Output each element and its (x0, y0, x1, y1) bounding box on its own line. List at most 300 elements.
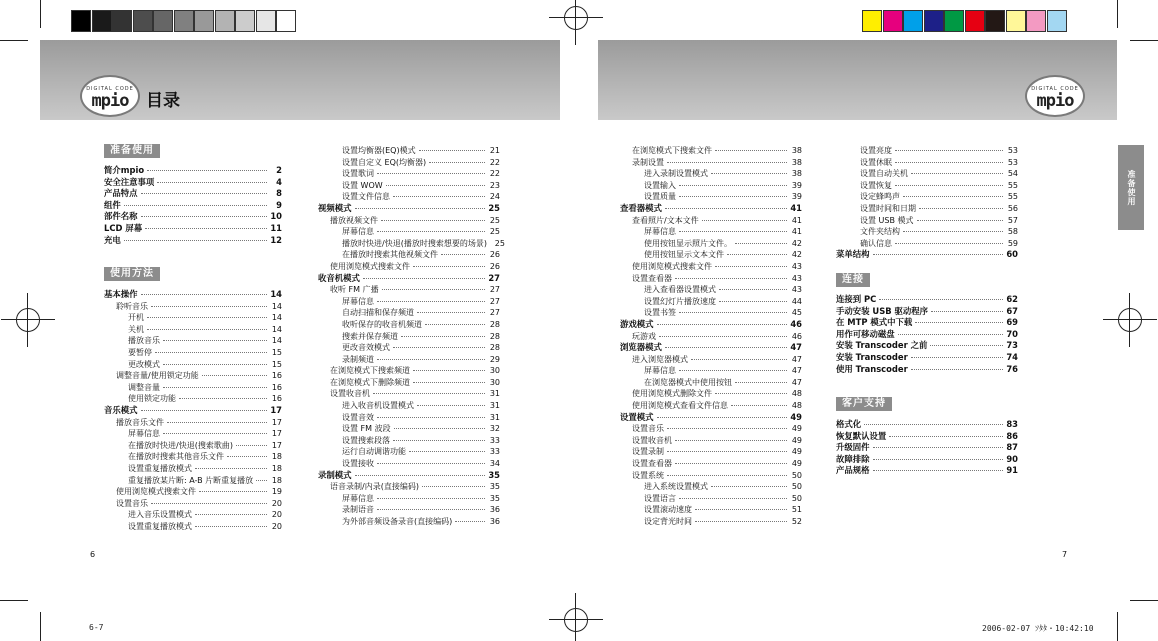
dot-leader (657, 417, 788, 418)
toc-entry[interactable] (104, 521, 282, 533)
footer-slug-left: 6-7 (89, 623, 104, 632)
toc-entry-title: 在 MTP 模式中下载 (836, 317, 913, 328)
color-swatch (944, 10, 964, 32)
toc-entry[interactable] (620, 342, 802, 354)
dot-leader (873, 459, 1004, 460)
toc-entry-title: 设定背光时间 (644, 517, 692, 526)
toc-entry[interactable] (318, 342, 500, 354)
toc-entry-page: 16 (271, 371, 282, 381)
toc-entry[interactable] (318, 215, 500, 227)
toc-entry[interactable] (318, 435, 500, 447)
toc-entry-title: 设置收音机 (330, 389, 370, 399)
toc-entry-page: 50 (791, 482, 802, 492)
toc-entry-title: 屏幕信息 (342, 296, 374, 306)
dot-leader (377, 463, 485, 464)
toc-entry-title: 视频模式 (318, 202, 352, 213)
toc-entry-title: 进入收音机设置模式 (342, 401, 414, 411)
toc-entry-title: 格式化 (836, 419, 862, 429)
toc-entry-title: 收听 FM 广播 (330, 285, 379, 295)
toc-entry[interactable] (318, 470, 500, 482)
toc-entry-page: 23 (489, 180, 500, 190)
toc-entry[interactable] (620, 307, 802, 319)
toc-entry[interactable] (104, 301, 282, 313)
toc-entry-title: 设置模式 (620, 411, 654, 422)
dot-leader (715, 266, 787, 267)
toc-entry[interactable] (620, 145, 802, 157)
toc-entry[interactable] (318, 307, 500, 319)
toc-entry-title: 聆听音乐 (116, 301, 148, 311)
dot-leader (679, 312, 787, 313)
toc-entry-page: 39 (791, 192, 802, 202)
toc-entry[interactable] (318, 145, 500, 157)
toc-entry[interactable] (318, 516, 500, 528)
toc-entry[interactable] (318, 354, 500, 366)
toc-entry-page: 54 (1007, 169, 1018, 179)
toc-entry[interactable] (836, 191, 1018, 203)
toc-entry-page: 31 (489, 401, 500, 411)
dot-leader (401, 336, 485, 337)
dot-leader (355, 475, 486, 476)
color-swatch (256, 10, 276, 32)
toc-entry[interactable] (620, 168, 802, 180)
toc-entry-title: 设置系统 (632, 470, 664, 480)
toc-entry-page: 51 (791, 505, 802, 515)
dot-leader (393, 440, 485, 441)
toc-entry[interactable] (620, 331, 802, 343)
color-swatch (903, 10, 923, 32)
toc-entry[interactable] (836, 419, 1018, 431)
toc-entry[interactable] (104, 359, 282, 371)
trim-mark (0, 600, 28, 601)
toc-entry[interactable] (836, 238, 1018, 250)
registration-mark-icon (1115, 305, 1145, 335)
toc-entry-page: 27 (489, 296, 500, 306)
toc-entry-title: 设置 USB 模式 (860, 215, 914, 225)
toc-entry[interactable] (620, 435, 802, 447)
toc-entry[interactable] (836, 364, 1018, 376)
toc-entry-page: 10 (270, 211, 282, 222)
toc-entry-page: 47 (791, 354, 802, 364)
toc-entry-title: 调整音量/使用锁定功能 (116, 371, 199, 381)
toc-entry-title: 播放音乐文件 (116, 417, 164, 427)
toc-entry-page: 15 (271, 347, 282, 357)
toc-entry[interactable] (318, 365, 500, 377)
toc-entry-title: 进入浏览器模式 (632, 354, 688, 364)
toc-entry-title: 设置休眠 (860, 157, 892, 167)
toc-entry-page: 87 (1006, 442, 1018, 453)
toc-entry[interactable] (104, 382, 282, 394)
toc-entry[interactable] (104, 486, 282, 498)
toc-entry[interactable] (104, 463, 282, 475)
toc-entry-page: 26 (489, 261, 500, 271)
toc-entry-page: 15 (271, 359, 282, 369)
dot-leader (355, 208, 486, 209)
toc-entry-title: 设定蜂鸣声 (860, 192, 900, 202)
toc-entry[interactable] (104, 188, 282, 200)
toc-entry-page: 46 (791, 331, 802, 341)
toc-entry[interactable] (620, 412, 802, 424)
toc-entry-title: LCD 屏幕 (104, 222, 143, 233)
toc-entry[interactable] (318, 284, 500, 296)
toc-entry[interactable] (836, 442, 1018, 454)
toc-entry-page: 20 (271, 510, 282, 520)
toc-entry-title: 使用浏览模式搜索文件 (632, 261, 712, 271)
toc-entry-page: 46 (790, 318, 802, 329)
dot-leader (657, 324, 788, 325)
toc-entry[interactable] (104, 475, 282, 487)
toc-entry[interactable] (620, 458, 802, 470)
toc-entry[interactable] (620, 365, 802, 377)
toc-entry-page: 14 (271, 301, 282, 311)
toc-entry[interactable] (620, 191, 802, 203)
dot-leader (377, 359, 485, 360)
toc-entry-page: 31 (489, 412, 500, 422)
toc-entry-title: 屏幕信息 (128, 429, 160, 439)
dot-leader (735, 382, 787, 383)
toc-entry-title: 使用按钮显示文本文件 (644, 250, 724, 260)
dot-leader (124, 240, 267, 241)
toc-entry-title: 使用 Transcoder (836, 363, 908, 374)
toc-entry-page: 21 (489, 146, 500, 155)
toc-entry-title: 屏幕信息 (644, 227, 676, 237)
dot-leader (679, 185, 787, 186)
dot-leader (711, 173, 787, 174)
page-number-left: 6 (90, 550, 96, 559)
toc-entry-page: 49 (790, 411, 802, 422)
toc-entry-page: 30 (489, 366, 500, 376)
toc-entry[interactable] (836, 203, 1018, 215)
toc-entry-title: 使用浏览模式查看文件信息 (632, 401, 728, 411)
toc-entry-title: 使用按钮显示照片文件。 (644, 238, 732, 248)
toc-entry[interactable] (620, 284, 802, 296)
toc-entry[interactable] (104, 289, 282, 301)
toc-entry-page: 31 (489, 389, 500, 399)
toc-entry[interactable] (620, 226, 802, 238)
toc-entry-title: 简介mpio (104, 165, 145, 175)
toc-entry-page: 59 (1007, 238, 1018, 248)
toc-entry[interactable] (620, 215, 802, 227)
toc-entry-title: 设置自定义 EQ(均衡器) (342, 157, 427, 167)
toc-entry[interactable] (318, 191, 500, 203)
dot-leader (167, 422, 267, 423)
toc-entry[interactable] (836, 168, 1018, 180)
toc-entry-page: 43 (791, 285, 802, 295)
toc-entry[interactable] (318, 180, 500, 192)
toc-entry[interactable] (620, 296, 802, 308)
toc-entry[interactable] (620, 261, 802, 273)
toc-entry-title: 充电 (104, 234, 121, 245)
dot-leader (735, 243, 787, 244)
toc-entry-page: 17 (271, 440, 282, 450)
toc-entry-page: 12 (270, 234, 282, 245)
toc-entry[interactable] (620, 388, 802, 400)
color-swatch (1006, 10, 1026, 32)
toc-column (836, 145, 1018, 261)
toc-entry-page: 57 (1007, 215, 1018, 225)
toc-entry[interactable] (104, 417, 282, 429)
registration-mark-icon (13, 305, 43, 335)
color-swatch (1047, 10, 1067, 32)
toc-entry-page: 25 (488, 202, 500, 213)
toc-entry[interactable] (836, 431, 1018, 443)
toc-entry[interactable] (318, 168, 500, 180)
toc-entry[interactable] (836, 329, 1018, 341)
color-swatch (194, 10, 214, 32)
toc-entry[interactable] (318, 203, 500, 215)
dot-leader (417, 405, 485, 406)
toc-entry[interactable] (104, 211, 282, 223)
toc-entry[interactable] (104, 177, 282, 189)
toc-entry-page: 2 (276, 165, 282, 175)
toc-entry-page: 14 (271, 313, 282, 323)
trim-mark (40, 612, 41, 641)
toc-entry[interactable] (104, 335, 282, 347)
toc-entry-title: 自动扫描和保存频道 (342, 308, 414, 318)
toc-entry[interactable] (836, 249, 1018, 261)
toc-entry[interactable] (318, 249, 500, 261)
toc-entry-title: 确认信息 (860, 238, 892, 248)
toc-entry[interactable] (620, 319, 802, 331)
dot-leader (141, 294, 268, 295)
toc-entry[interactable] (836, 294, 1018, 306)
toc-entry[interactable] (318, 493, 500, 505)
toc-entry[interactable] (104, 428, 282, 440)
dot-leader (930, 345, 1003, 346)
dot-leader (377, 231, 485, 232)
color-swatch (924, 10, 944, 32)
toc-entry-title: 游戏模式 (620, 318, 654, 329)
toc-entry-title: 设置查看器 (632, 459, 672, 469)
toc-entry-page: 25 (494, 238, 505, 248)
toc-entry-page: 42 (791, 238, 802, 248)
toc-entry-page: 60 (1006, 249, 1018, 260)
toc-entry-title: 设置时间和日期 (860, 203, 916, 213)
dot-leader (393, 347, 485, 348)
toc-entry[interactable] (104, 393, 282, 405)
toc-entry-page: 26 (489, 250, 500, 260)
toc-entry[interactable] (836, 306, 1018, 318)
dot-leader (667, 428, 787, 429)
dot-leader (141, 410, 268, 411)
dot-leader (915, 322, 1003, 323)
toc-entry[interactable] (104, 440, 282, 452)
toc-entry[interactable] (318, 331, 500, 343)
dot-leader (124, 205, 267, 206)
toc-entry[interactable] (318, 238, 505, 250)
toc-entry[interactable] (318, 226, 500, 238)
page-title: 目录 (146, 91, 180, 111)
toc-entry[interactable] (620, 504, 802, 516)
toc-entry[interactable] (318, 458, 500, 470)
dot-leader (441, 254, 485, 255)
toc-entry-page: 17 (271, 429, 282, 439)
toc-entry-page: 56 (1007, 203, 1018, 213)
toc-entry-title: 录制语音 (342, 505, 374, 515)
toc-entry-page: 53 (1007, 157, 1018, 167)
dot-leader (163, 387, 267, 388)
dot-leader (147, 170, 267, 171)
dot-leader (179, 398, 267, 399)
dot-leader (679, 370, 787, 371)
toc-entry-page: 91 (1006, 465, 1018, 476)
toc-entry[interactable] (318, 296, 500, 308)
toc-entry-title: 进入系统设置模式 (644, 482, 708, 492)
toc-entry-title: 进入音乐设置模式 (128, 510, 192, 520)
toc-entry-title: 使用浏览模式搜索文件 (330, 261, 410, 271)
dot-leader (141, 193, 268, 194)
toc-entry[interactable] (318, 504, 500, 516)
toc-entry[interactable] (318, 423, 500, 435)
toc-entry[interactable] (104, 223, 282, 235)
dot-leader (377, 509, 485, 510)
toc-entry[interactable] (836, 157, 1018, 169)
toc-entry[interactable] (620, 249, 802, 261)
toc-entry[interactable] (104, 200, 282, 212)
dot-leader (879, 299, 1003, 300)
toc-entry-title: 设置文件信息 (342, 192, 390, 202)
toc-entry-page: 55 (1007, 180, 1018, 190)
dot-leader (903, 196, 1003, 197)
toc-entry[interactable] (318, 273, 500, 285)
toc-entry-page: 49 (791, 447, 802, 457)
toc-entry[interactable] (836, 215, 1018, 227)
toc-entry[interactable] (620, 481, 802, 493)
mpio-logo: DIGITAL CODE mpio (80, 75, 140, 117)
toc-entry[interactable] (318, 377, 500, 389)
toc-entry[interactable] (318, 481, 500, 493)
toc-entry[interactable] (836, 465, 1018, 477)
toc-entry-title: 录制设置 (632, 157, 664, 167)
toc-entry-page: 14 (271, 336, 282, 346)
toc-entry[interactable] (836, 352, 1018, 364)
toc-entry-page: 17 (271, 417, 282, 427)
dot-leader (679, 498, 787, 499)
dot-leader (377, 417, 485, 418)
toc-entry[interactable] (620, 493, 802, 505)
toc-entry-title: 故障排除 (836, 453, 870, 464)
color-swatch (133, 10, 153, 32)
dot-leader (665, 208, 787, 209)
toc-entry[interactable] (620, 516, 802, 528)
toc-entry[interactable] (836, 454, 1018, 466)
toc-entry[interactable] (104, 324, 282, 336)
toc-entry-title: 使用锁定功能 (128, 394, 176, 404)
toc-entry-page: 70 (1006, 328, 1018, 339)
toc-entry-page: 25 (489, 227, 500, 237)
dot-leader (377, 498, 485, 499)
toc-entry[interactable] (104, 405, 282, 417)
toc-entry[interactable] (318, 400, 500, 412)
toc-entry[interactable] (318, 157, 500, 169)
toc-entry-title: 设置接收 (342, 459, 374, 469)
color-swatch (862, 10, 882, 32)
toc-entry[interactable] (104, 165, 282, 177)
toc-entry[interactable] (318, 446, 500, 458)
toc-entry[interactable] (104, 347, 282, 359)
toc-entry-title: 在浏览模式下搜索文件 (632, 146, 712, 155)
color-swatch (174, 10, 194, 32)
toc-entry-title: 设置音效 (342, 412, 374, 422)
toc-entry-title: 在浏览模式下搜索频道 (330, 366, 410, 376)
toc-entry[interactable] (620, 423, 802, 435)
toc-entry-page: 33 (489, 435, 500, 445)
toc-entry[interactable] (620, 377, 802, 389)
toc-entry-title: 设置质量 (644, 192, 676, 202)
section-header-prepare: 准备使用 (104, 144, 160, 158)
dot-leader (382, 289, 485, 290)
toc-entry[interactable] (104, 509, 282, 521)
toc-entry[interactable] (104, 370, 282, 382)
toc-entry-page: 44 (791, 296, 802, 306)
toc-entry[interactable] (620, 157, 802, 169)
toc-entry-title: 设置搜索段落 (342, 435, 390, 445)
toc-entry-page: 28 (489, 331, 500, 341)
toc-entry-title: 组件 (104, 199, 121, 210)
toc-entry-title: 在浏览模式下删除频道 (330, 377, 410, 387)
toc-entry-page: 17 (270, 404, 282, 415)
toc-entry[interactable] (620, 400, 802, 412)
toc-entry[interactable] (104, 235, 282, 247)
toc-entry[interactable] (836, 145, 1018, 157)
toc-entry[interactable] (620, 354, 802, 366)
dot-leader (919, 208, 1003, 209)
toc-entry-page: 50 (791, 470, 802, 480)
toc-entry-title: 收音机模式 (318, 272, 360, 283)
toc-entry-title: 设置录制 (632, 447, 664, 457)
toc-entry-title: 在浏览器模式中使用按钮 (644, 377, 732, 387)
dot-leader (417, 312, 485, 313)
toc-entry-title: 要暂停 (128, 347, 152, 357)
toc-entry[interactable] (836, 340, 1018, 352)
toc-entry-title: 使用浏览模式删除文件 (632, 389, 712, 399)
toc-entry[interactable] (620, 273, 802, 285)
toc-entry-page: 30 (489, 377, 500, 387)
toc-entry[interactable] (318, 388, 500, 400)
toc-entry-page: 16 (271, 382, 282, 392)
color-swatch (985, 10, 1005, 32)
dot-leader (147, 317, 267, 318)
dot-leader (163, 433, 267, 434)
toc-entry[interactable] (318, 261, 500, 273)
toc-entry[interactable] (104, 451, 282, 463)
toc-entry-title: 设置滚动速度 (644, 505, 692, 515)
toc-entry[interactable] (318, 412, 500, 424)
toc-entry[interactable] (620, 180, 802, 192)
toc-entry-title: 安装 Transcoder 之前 (836, 340, 928, 351)
toc-entry-page: 49 (791, 459, 802, 469)
toc-entry-title: 设置语言 (644, 493, 676, 503)
toc-entry-title: 屏幕信息 (342, 227, 374, 237)
toc-entry[interactable] (620, 238, 802, 250)
toc-entry[interactable] (836, 226, 1018, 238)
dot-leader (363, 278, 485, 279)
dot-leader (151, 503, 267, 504)
color-swatch (235, 10, 255, 32)
toc-entry-title: 查看照片/文本文件 (632, 215, 699, 225)
toc-entry[interactable] (620, 203, 802, 215)
dot-leader (147, 329, 267, 330)
toc-entry[interactable] (836, 180, 1018, 192)
dot-leader (895, 185, 1003, 186)
toc-entry[interactable] (104, 312, 282, 324)
toc-entry[interactable] (620, 446, 802, 458)
toc-entry[interactable] (836, 317, 1018, 329)
toc-entry[interactable] (620, 470, 802, 482)
toc-entry-page: 34 (489, 459, 500, 469)
toc-entry[interactable] (104, 498, 282, 510)
toc-entry[interactable] (318, 319, 500, 331)
dot-leader (413, 382, 485, 383)
